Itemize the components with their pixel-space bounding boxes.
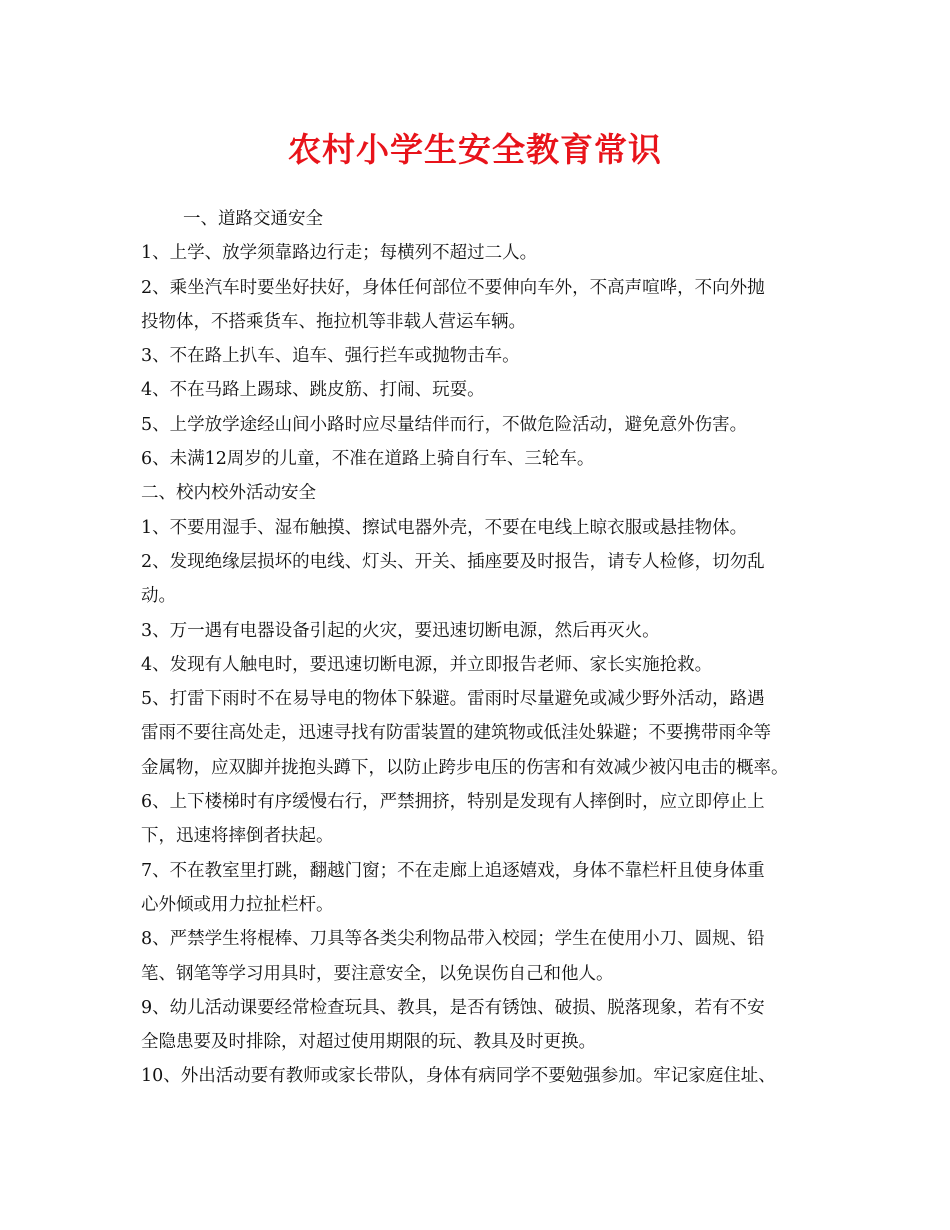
paragraph-line: 7、不在教室里打跳，翻越门窗；不在走廊上追逐嬉戏，身体不靠栏杆且使身体重 [141,860,765,881]
paragraph-line: 2、发现绝缘层损坏的电线、灯头、开关、插座要及时报告，请专人检修，切勿乱 [141,551,765,572]
paragraph-line: 1、不要用湿手、湿布触摸、擦试电器外壳，不要在电线上晾衣服或悬挂物体。 [141,517,748,538]
document-body [141,202,821,1094]
paragraph-line: 6、上下楼梯时有序缓慢右行，严禁拥挤，特别是发现有人摔倒时，应立即停止上 [141,792,765,813]
paragraph-line: 9、幼儿活动课要经常检查玩具、教具，是否有锈蚀、破损、脱落现象，若有不安 [141,997,765,1018]
paragraph-line: 6、未满12周岁的儿童，不准在道路上骑自行车、三轮车。 [141,449,595,470]
paragraph-line: 3、不在路上扒车、追车、强行拦车或抛物击车。 [141,346,520,367]
paragraph-line: 10、外出活动要有教师或家长带队，身体有病同学不要勉强参加。牢记家庭住址、 [141,1066,776,1087]
paragraph-line: 2、乘坐汽车时要坐好扶好，身体任何部位不要伸向车外，不高声喧哗，不向外抛 [141,277,765,298]
paragraph-line: 动。 [141,586,176,607]
paragraph-line: 3、万一遇有电器设备引起的火灾，要迅速切断电源，然后再灭火。 [141,620,660,641]
paragraph-line: 全隐患要及时排除，对超过使用期限的玩、教具及时更换。 [141,1032,596,1053]
paragraph-line: 下，迅速将摔倒者扶起。 [141,826,334,847]
paragraph-line: 4、不在马路上踢球、跳皮筋、打闹、玩耍。 [141,380,485,401]
paragraph-line: 心外倾或用力拉扯栏杆。 [141,894,334,915]
paragraph-line: 金属物，应双脚并拢抱头蹲下，以防止跨步电压的伤害和有效减少被闪电击的概率。 [141,757,789,778]
paragraph-line: 投物体，不搭乘货车、拖拉机等非载人营运车辆。 [141,311,526,332]
paragraph-line: 4、发现有人触电时，要迅速切断电源，并立即报告老师、家长实施抢救。 [141,654,713,675]
section-heading-traffic: 一、道路交通安全 [183,209,323,229]
paragraph-line: 8、严禁学生将棍棒、刀具等各类尖利物品带入校园；学生在使用小刀、圆规、铅 [141,929,765,950]
section-heading-activities: 二、校内校外活动安全 [141,483,316,504]
paragraph-line: 1、上学、放学须靠路边行走；每横列不超过二人。 [141,243,538,264]
paragraph-line: 5、打雷下雨时不在易导电的物体下躲避。雷雨时尽量避免或减少野外活动，路遇 [141,689,765,710]
paragraph-line: 雷雨不要往高处走，迅速寻找有防雷装置的建筑物或低洼处躲避；不要携带雨伞等 [141,723,771,744]
paragraph-line: 5、上学放学途经山间小路时应尽量结伴而行，不做危险活动，避免意外伤害。 [141,414,748,435]
paragraph-line: 笔、钢笔等学习用具时，要注意安全，以免误伤自己和他人。 [141,963,614,984]
document-title: 农村小学生安全教育常识 [288,130,662,169]
